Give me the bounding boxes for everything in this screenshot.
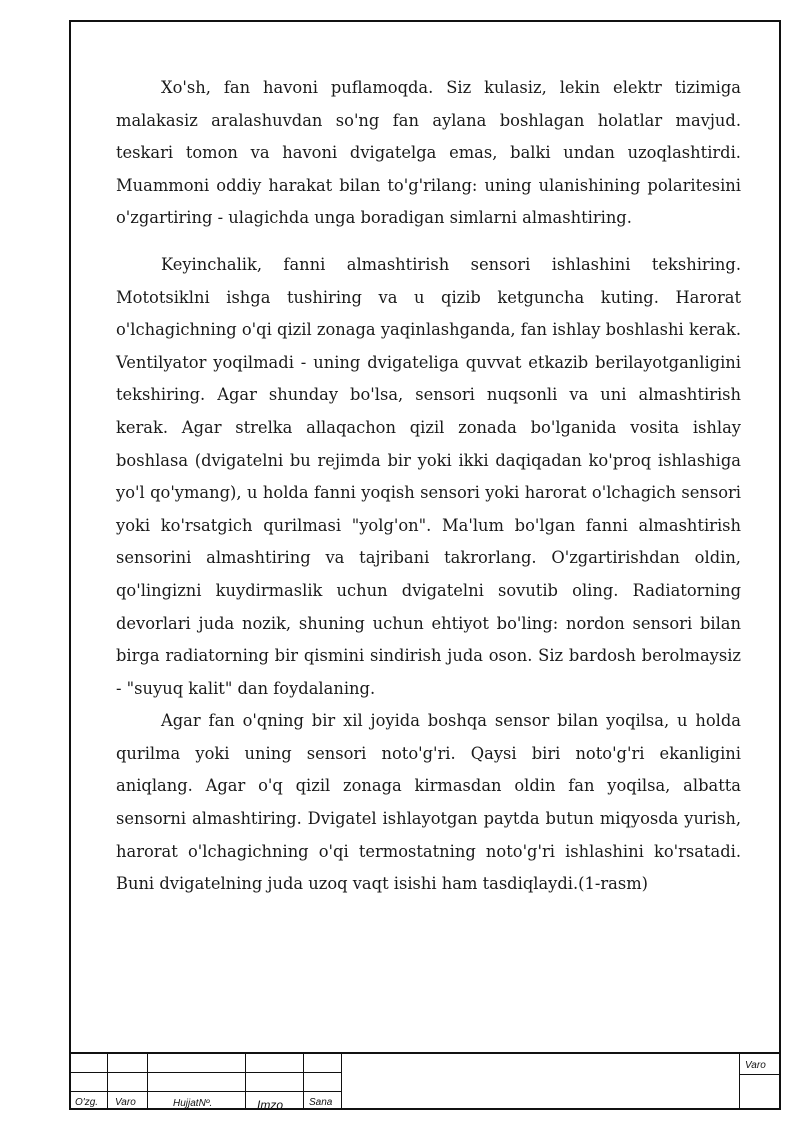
- grid-line: [341, 1054, 342, 1110]
- paragraph-3: Agar fan o'qning bir xil joyida boshqa sensor bilan yoqilsa, u holda qurilma yoki uning sensori noto'g'ri. Qaysi biri noto'g'ri ekanligini aniqlang. Agar o'q qizil zonaga kirmasdan oldin fan yoqilsa, albatta sensorni almashtiring. Dvigatel ishlayotgan paytda butun miqyosda yurish, harorat o'lchagichning o'qi termostatning noto'g'ri ishlashini ko'rsatadi. Buni dvigatelning juda uzoq vaqt isishi ham tasdiqlaydi.(1-rasm): [116, 711, 741, 894]
- grid-line: [147, 1054, 148, 1110]
- grid-line: [107, 1054, 108, 1110]
- document-body: [116, 72, 741, 901]
- grid-line: [739, 1054, 740, 1110]
- col-label-document: HujjatNº.: [173, 1098, 213, 1109]
- grid-line: [69, 1072, 341, 1073]
- paragraph-1: Xo'sh, fan havoni puflamoqda. Siz kulasiz, lekin elektr tizimiga malakasiz aralashuvdan so'ng fan aylana boshlagan holatlar mavjud. teskari tomon va havoni dvigatelga emas, balki undan uzoqlashtirdi. Muammoni oddiy harakat bilan to'g'rilang: uning ulanishining polaritesini o'zgartiring - ulagichda unga boradigan simlarni almashtiring.: [116, 78, 741, 228]
- grid-line: [303, 1054, 304, 1110]
- col-label-sheet: Varo: [115, 1097, 136, 1108]
- col-label-change: O'zg.: [75, 1097, 99, 1108]
- col-label-signature: Imzo: [257, 1098, 284, 1112]
- grid-line: [739, 1074, 779, 1075]
- paragraph-2: Keyinchalik, fanni almashtirish sensori ishlashini tekshiring. Mototsiklni ishga tushiring va u qizib ketguncha kuting. Harorat o'lchagichning o'qi qizil zonaga yaqinlashganda, fan ishlay boshlashi kerak. Ventilyator yoqilmadi - uning dvigateliga quvvat etkazib berilayotganligini tekshiring. Agar shunday bo'lsa, sensori nuqsonli va uni almashtirish kerak. Agar strelka allaqachon qizil zonada bo'lganida vosita ishlay boshlasa (dvigatelni bu rejimda bir yoki ikki daqiqadan ko'proq ishlashiga yo'l qo'ymang), u holda fanni yoqish sensori yoki harorat o'lchagich sensori yoki ko'rsatgich qurilmasi "yolg'on". Ma'lum bo'lgan fanni almashtirish sensorini almashtiring va tajribani takrorlang. O'zgartirishdan oldin, qo'lingizni kuydirmaslik uchun dvigatelni sovutib oling. Radiatorning devorlari juda nozik, shuning uchun ehtiyot bo'ling: nordon sensori bilan birga radiatorning bir qismini sindirish juda oson. Siz bardosh berolmaysiz - "suyuq kalit" dan foydalaning.: [116, 254, 741, 698]
- sheet-number-label: Varo: [745, 1060, 766, 1071]
- title-block: [69, 1052, 781, 1110]
- grid-line: [245, 1054, 246, 1110]
- grid-line: [69, 1091, 341, 1092]
- col-label-date: Sana: [309, 1097, 333, 1108]
